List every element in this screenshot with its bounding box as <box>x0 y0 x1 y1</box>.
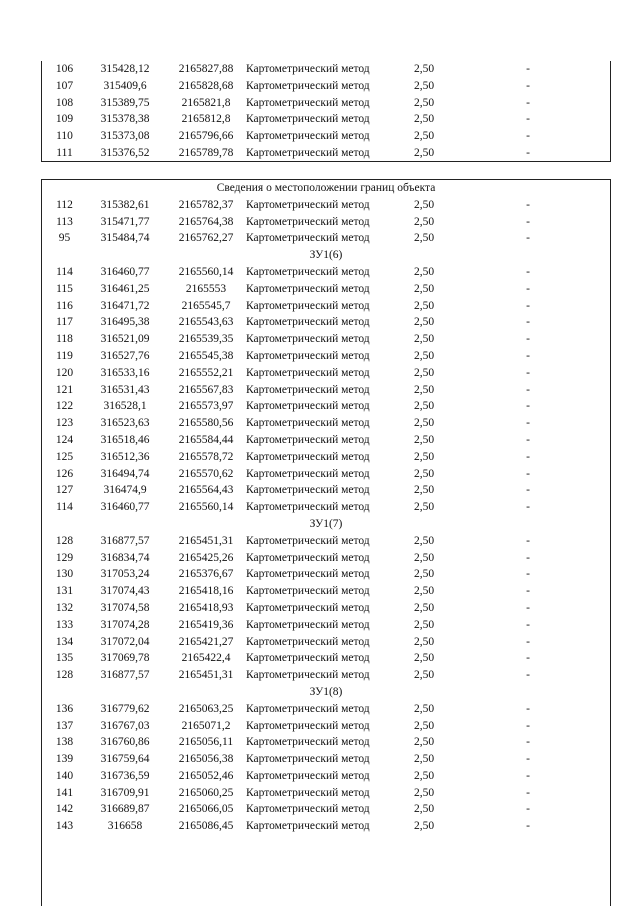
accuracy-value: 2,50 <box>413 551 435 564</box>
y-coordinate: 2165056,11 <box>178 736 234 749</box>
table-row <box>42 533 610 550</box>
determination-method: Картометрический метод <box>246 349 370 362</box>
x-coordinate: 316474,9 <box>103 484 147 497</box>
point-number: 114 <box>56 501 73 514</box>
y-coordinate: 2165827,88 <box>178 63 234 75</box>
x-coordinate: 316531,43 <box>100 383 150 396</box>
y-coordinate: 2165418,16 <box>178 585 234 598</box>
accuracy-value: 2,50 <box>413 786 435 799</box>
determination-method: Картометрический метод <box>246 299 370 312</box>
y-coordinate: 2165419,36 <box>178 618 234 631</box>
table-row <box>42 78 610 95</box>
table-row <box>42 734 610 751</box>
accuracy-value: 2,50 <box>413 198 435 211</box>
y-coordinate: 2165063,25 <box>178 702 234 715</box>
description-dash: - <box>526 736 530 749</box>
accuracy-value: 2,50 <box>413 79 435 92</box>
description-dash: - <box>526 601 530 614</box>
accuracy-value: 2,50 <box>413 366 435 379</box>
table-row <box>42 566 610 583</box>
determination-method: Картометрический метод <box>246 618 370 631</box>
y-coordinate: 2165564,43 <box>178 484 234 497</box>
accuracy-value: 2,50 <box>413 719 435 732</box>
y-coordinate: 2165056,38 <box>178 753 234 766</box>
x-coordinate: 315376,52 <box>100 146 150 159</box>
accuracy-value: 2,50 <box>413 333 435 346</box>
determination-method: Картометрический метод <box>246 568 370 581</box>
determination-method: Картометрический метод <box>246 753 370 766</box>
determination-method: Картометрический метод <box>246 467 370 480</box>
accuracy-value: 2,50 <box>413 803 435 816</box>
table-row <box>42 432 610 449</box>
description-dash: - <box>526 669 530 682</box>
accuracy-value: 2,50 <box>413 282 435 295</box>
determination-method: Картометрический метод <box>246 333 370 346</box>
table-row <box>42 111 610 128</box>
description-dash: - <box>526 417 530 430</box>
accuracy-value: 2,50 <box>413 130 435 143</box>
table-row <box>42 197 610 214</box>
section-heading: ЗУ1(6) <box>309 249 343 262</box>
x-coordinate: 315409,6 <box>103 79 147 92</box>
accuracy-value: 2,50 <box>413 316 435 329</box>
accuracy-value: 2,50 <box>413 501 435 514</box>
section-heading: ЗУ1(8) <box>309 685 343 698</box>
determination-method: Картометрический метод <box>246 769 370 782</box>
determination-method: Картометрический метод <box>246 366 370 379</box>
point-number: 138 <box>55 736 74 749</box>
x-coordinate: 316767,03 <box>100 719 150 732</box>
x-coordinate: 316877,57 <box>100 534 150 547</box>
determination-method: Картометрический метод <box>246 702 370 715</box>
point-number: 137 <box>55 719 74 732</box>
y-coordinate: 2165764,38 <box>178 215 234 228</box>
point-number: 140 <box>55 769 74 782</box>
y-coordinate: 2165421,27 <box>178 635 234 648</box>
accuracy-value: 2,50 <box>413 433 435 446</box>
x-coordinate: 316494,74 <box>100 467 150 480</box>
y-coordinate: 2165782,37 <box>178 198 234 211</box>
point-number: 122 <box>55 400 74 413</box>
description-dash: - <box>526 501 530 514</box>
determination-method: Картометрический метод <box>246 96 370 109</box>
y-coordinate: 2165418,93 <box>178 601 234 614</box>
y-coordinate: 2165425,26 <box>178 551 234 564</box>
determination-method: Картометрический метод <box>246 265 370 278</box>
point-number: 118 <box>56 333 73 346</box>
determination-method: Картометрический метод <box>246 820 370 833</box>
description-dash: - <box>526 79 530 92</box>
determination-method: Картометрический метод <box>246 130 370 143</box>
x-coordinate: 316759,64 <box>100 753 150 766</box>
x-coordinate: 316736,59 <box>100 769 150 782</box>
section-heading-row <box>42 247 610 264</box>
determination-method: Картометрический метод <box>246 736 370 749</box>
y-coordinate: 2165545,7 <box>181 299 231 312</box>
y-coordinate: 2165796,66 <box>178 130 234 143</box>
y-coordinate: 2165451,31 <box>178 534 234 547</box>
point-number: 109 <box>55 113 74 126</box>
table-row <box>42 482 610 499</box>
description-dash: - <box>526 585 530 598</box>
table-row <box>42 331 610 348</box>
y-coordinate: 2165066,05 <box>178 803 234 816</box>
description-dash: - <box>526 215 530 228</box>
x-coordinate: 316460,77 <box>100 265 150 278</box>
determination-method: Картометрический метод <box>246 551 370 564</box>
table-row <box>42 667 610 684</box>
point-number: 128 <box>55 534 74 547</box>
y-coordinate: 2165376,67 <box>178 568 234 581</box>
y-coordinate: 2165552,21 <box>178 366 234 379</box>
table-row <box>42 281 610 298</box>
table-row <box>42 499 610 516</box>
table-row <box>42 785 610 802</box>
y-coordinate: 2165060,25 <box>178 786 234 799</box>
point-number: 95 <box>58 232 71 245</box>
point-number: 135 <box>55 652 74 665</box>
section-heading-row <box>42 180 610 197</box>
determination-method: Картометрический метод <box>246 63 370 75</box>
x-coordinate: 316518,46 <box>100 433 150 446</box>
point-number: 141 <box>55 786 74 799</box>
point-number: 128 <box>55 669 74 682</box>
x-coordinate: 315471,77 <box>100 215 150 228</box>
accuracy-value: 2,50 <box>413 400 435 413</box>
description-dash: - <box>526 803 530 816</box>
section-heading-row <box>42 684 610 701</box>
y-coordinate: 2165451,31 <box>178 669 234 682</box>
x-coordinate: 315378,38 <box>100 113 150 126</box>
point-number: 108 <box>55 96 74 109</box>
determination-method: Картометрический метод <box>246 316 370 329</box>
x-coordinate: 316658 <box>107 820 143 833</box>
description-dash: - <box>526 769 530 782</box>
description-dash: - <box>526 484 530 497</box>
table-row <box>42 415 610 432</box>
accuracy-value: 2,50 <box>413 820 435 833</box>
x-coordinate: 316527,76 <box>100 349 150 362</box>
accuracy-value: 2,50 <box>413 215 435 228</box>
determination-method: Картометрический метод <box>246 282 370 295</box>
table-row <box>42 348 610 365</box>
accuracy-value: 2,50 <box>413 534 435 547</box>
point-number: 123 <box>55 417 74 430</box>
accuracy-value: 2,50 <box>413 146 435 159</box>
x-coordinate: 316523,63 <box>100 417 150 430</box>
y-coordinate: 2165086,45 <box>178 820 234 833</box>
y-coordinate: 2165567,83 <box>178 383 234 396</box>
y-coordinate: 2165071,2 <box>181 719 231 732</box>
point-number: 120 <box>55 366 74 379</box>
description-dash: - <box>526 702 530 715</box>
accuracy-value: 2,50 <box>413 702 435 715</box>
point-number: 134 <box>55 635 74 648</box>
y-coordinate: 2165543,63 <box>178 316 234 329</box>
section-heading: ЗУ1(7) <box>309 517 343 530</box>
determination-method: Картометрический метод <box>246 450 370 463</box>
table-row <box>42 314 610 331</box>
accuracy-value: 2,50 <box>413 601 435 614</box>
x-coordinate: 315484,74 <box>100 232 150 245</box>
description-dash: - <box>526 146 530 159</box>
table-row <box>42 718 610 735</box>
point-number: 119 <box>56 349 73 362</box>
point-number: 114 <box>56 265 73 278</box>
description-dash: - <box>526 753 530 766</box>
x-coordinate: 316779,62 <box>100 702 150 715</box>
description-dash: - <box>526 96 530 109</box>
y-coordinate: 2165762,27 <box>178 232 234 245</box>
point-number: 117 <box>56 316 73 329</box>
accuracy-value: 2,50 <box>413 618 435 631</box>
accuracy-value: 2,50 <box>413 299 435 312</box>
description-dash: - <box>526 400 530 413</box>
point-number: 126 <box>55 467 74 480</box>
description-dash: - <box>526 366 530 379</box>
description-dash: - <box>526 568 530 581</box>
boundary-location-table <box>41 179 611 906</box>
table-row <box>42 298 610 315</box>
description-dash: - <box>526 333 530 346</box>
determination-method: Картометрический метод <box>246 534 370 547</box>
determination-method: Картометрический метод <box>246 585 370 598</box>
accuracy-value: 2,50 <box>413 769 435 782</box>
x-coordinate: 316528,1 <box>103 400 147 413</box>
accuracy-value: 2,50 <box>413 484 435 497</box>
description-dash: - <box>526 63 530 75</box>
determination-method: Картометрический метод <box>246 652 370 665</box>
determination-method: Картометрический метод <box>246 601 370 614</box>
x-coordinate: 316460,77 <box>100 501 150 514</box>
x-coordinate: 316689,87 <box>100 803 150 816</box>
description-dash: - <box>526 820 530 833</box>
determination-method: Картометрический метод <box>246 669 370 682</box>
table-row <box>42 768 610 785</box>
table-row <box>42 382 610 399</box>
coordinates-table-continued <box>41 61 611 162</box>
x-coordinate: 315428,12 <box>100 63 150 75</box>
accuracy-value: 2,50 <box>413 669 435 682</box>
determination-method: Картометрический метод <box>246 400 370 413</box>
x-coordinate: 316495,38 <box>100 316 150 329</box>
point-number: 139 <box>55 753 74 766</box>
determination-method: Картометрический метод <box>246 198 370 211</box>
x-coordinate: 316533,16 <box>100 366 150 379</box>
description-dash: - <box>526 198 530 211</box>
accuracy-value: 2,50 <box>413 635 435 648</box>
determination-method: Картометрический метод <box>246 719 370 732</box>
description-dash: - <box>526 349 530 362</box>
point-number: 113 <box>56 215 73 228</box>
point-number: 132 <box>55 601 74 614</box>
determination-method: Картометрический метод <box>246 215 370 228</box>
x-coordinate: 315373,08 <box>100 130 150 143</box>
point-number: 136 <box>55 702 74 715</box>
determination-method: Картометрический метод <box>246 146 370 159</box>
point-number: 133 <box>55 618 74 631</box>
table-row <box>42 617 610 634</box>
point-number: 130 <box>55 568 74 581</box>
description-dash: - <box>526 265 530 278</box>
point-number: 115 <box>56 282 73 295</box>
x-coordinate: 317074,43 <box>100 585 150 598</box>
determination-method: Картометрический метод <box>246 501 370 514</box>
description-dash: - <box>526 299 530 312</box>
y-coordinate: 2165828,68 <box>178 79 234 92</box>
y-coordinate: 2165580,56 <box>178 417 234 430</box>
y-coordinate: 2165052,46 <box>178 769 234 782</box>
point-number: 125 <box>55 450 74 463</box>
point-number: 107 <box>55 79 74 92</box>
accuracy-value: 2,50 <box>413 349 435 362</box>
description-dash: - <box>526 652 530 665</box>
point-number: 106 <box>55 63 74 75</box>
y-coordinate: 2165560,14 <box>178 265 234 278</box>
table-row <box>42 818 610 835</box>
table-row <box>42 701 610 718</box>
x-coordinate: 315382,61 <box>100 198 150 211</box>
table-row <box>42 95 610 112</box>
point-number: 116 <box>56 299 73 312</box>
y-coordinate: 2165573,97 <box>178 400 234 413</box>
table-row <box>42 214 610 231</box>
x-coordinate: 316471,72 <box>100 299 150 312</box>
description-dash: - <box>526 618 530 631</box>
accuracy-value: 2,50 <box>413 113 435 126</box>
determination-method: Картометрический метод <box>246 635 370 648</box>
section-heading-row <box>42 516 610 533</box>
determination-method: Картометрический метод <box>246 484 370 497</box>
y-coordinate: 2165545,38 <box>178 349 234 362</box>
y-coordinate: 2165570,62 <box>178 467 234 480</box>
x-coordinate: 316461,25 <box>100 282 150 295</box>
description-dash: - <box>526 786 530 799</box>
table-row <box>42 550 610 567</box>
accuracy-value: 2,50 <box>413 568 435 581</box>
x-coordinate: 317072,04 <box>100 635 150 648</box>
accuracy-value: 2,50 <box>413 736 435 749</box>
determination-method: Картометрический метод <box>246 383 370 396</box>
table-row <box>42 801 610 818</box>
accuracy-value: 2,50 <box>413 383 435 396</box>
y-coordinate: 2165422,4 <box>181 652 231 665</box>
y-coordinate: 2165578,72 <box>178 450 234 463</box>
determination-method: Картометрический метод <box>246 417 370 430</box>
x-coordinate: 316834,74 <box>100 551 150 564</box>
table-row <box>42 230 610 247</box>
description-dash: - <box>526 433 530 446</box>
table-row <box>42 583 610 600</box>
determination-method: Картометрический метод <box>246 113 370 126</box>
x-coordinate: 317074,58 <box>100 601 150 614</box>
point-number: 142 <box>55 803 74 816</box>
description-dash: - <box>526 467 530 480</box>
y-coordinate: 2165553 <box>185 282 227 295</box>
x-coordinate: 315389,75 <box>100 96 150 109</box>
description-dash: - <box>526 719 530 732</box>
table-row <box>42 634 610 651</box>
x-coordinate: 316877,57 <box>100 669 150 682</box>
table-row <box>42 61 610 78</box>
point-number: 124 <box>55 433 74 446</box>
point-number: 127 <box>55 484 74 497</box>
x-coordinate: 316512,36 <box>100 450 150 463</box>
point-number: 131 <box>55 585 74 598</box>
point-number: 111 <box>56 146 73 159</box>
description-dash: - <box>526 450 530 463</box>
point-number: 121 <box>55 383 74 396</box>
x-coordinate: 316709,91 <box>100 786 150 799</box>
accuracy-value: 2,50 <box>413 265 435 278</box>
table-row <box>42 600 610 617</box>
table-row <box>42 449 610 466</box>
table-row <box>42 650 610 667</box>
table-row <box>42 398 610 415</box>
determination-method: Картометрический метод <box>246 433 370 446</box>
description-dash: - <box>526 383 530 396</box>
accuracy-value: 2,50 <box>413 63 435 75</box>
y-coordinate: 2165584,44 <box>178 433 234 446</box>
determination-method: Картометрический метод <box>246 803 370 816</box>
point-number: 112 <box>56 198 73 211</box>
x-coordinate: 317074,28 <box>100 618 150 631</box>
y-coordinate: 2165539,35 <box>178 333 234 346</box>
x-coordinate: 316760,86 <box>100 736 150 749</box>
point-number: 110 <box>56 130 73 143</box>
description-dash: - <box>526 534 530 547</box>
table-row <box>42 145 610 162</box>
determination-method: Картометрический метод <box>246 79 370 92</box>
y-coordinate: 2165560,14 <box>178 501 234 514</box>
accuracy-value: 2,50 <box>413 753 435 766</box>
description-dash: - <box>526 635 530 648</box>
determination-method: Картометрический метод <box>246 786 370 799</box>
determination-method: Картометрический метод <box>246 232 370 245</box>
x-coordinate: 316521,09 <box>100 333 150 346</box>
description-dash: - <box>526 130 530 143</box>
accuracy-value: 2,50 <box>413 232 435 245</box>
table-row <box>42 264 610 281</box>
description-dash: - <box>526 316 530 329</box>
point-number: 129 <box>55 551 74 564</box>
description-dash: - <box>526 551 530 564</box>
accuracy-value: 2,50 <box>413 652 435 665</box>
section-heading: Сведения о местоположении границ объекта <box>216 182 436 194</box>
accuracy-value: 2,50 <box>413 450 435 463</box>
point-number: 143 <box>55 820 74 833</box>
description-dash: - <box>526 282 530 295</box>
table-row <box>42 751 610 768</box>
table-row <box>42 128 610 145</box>
accuracy-value: 2,50 <box>413 96 435 109</box>
table-row <box>42 466 610 483</box>
accuracy-value: 2,50 <box>413 585 435 598</box>
description-dash: - <box>526 232 530 245</box>
y-coordinate: 2165812,8 <box>181 113 231 126</box>
x-coordinate: 317069,78 <box>100 652 150 665</box>
accuracy-value: 2,50 <box>413 467 435 480</box>
accuracy-value: 2,50 <box>413 417 435 430</box>
y-coordinate: 2165789,78 <box>178 146 234 159</box>
x-coordinate: 317053,24 <box>100 568 150 581</box>
table-row <box>42 365 610 382</box>
description-dash: - <box>526 113 530 126</box>
y-coordinate: 2165821,8 <box>181 96 231 109</box>
